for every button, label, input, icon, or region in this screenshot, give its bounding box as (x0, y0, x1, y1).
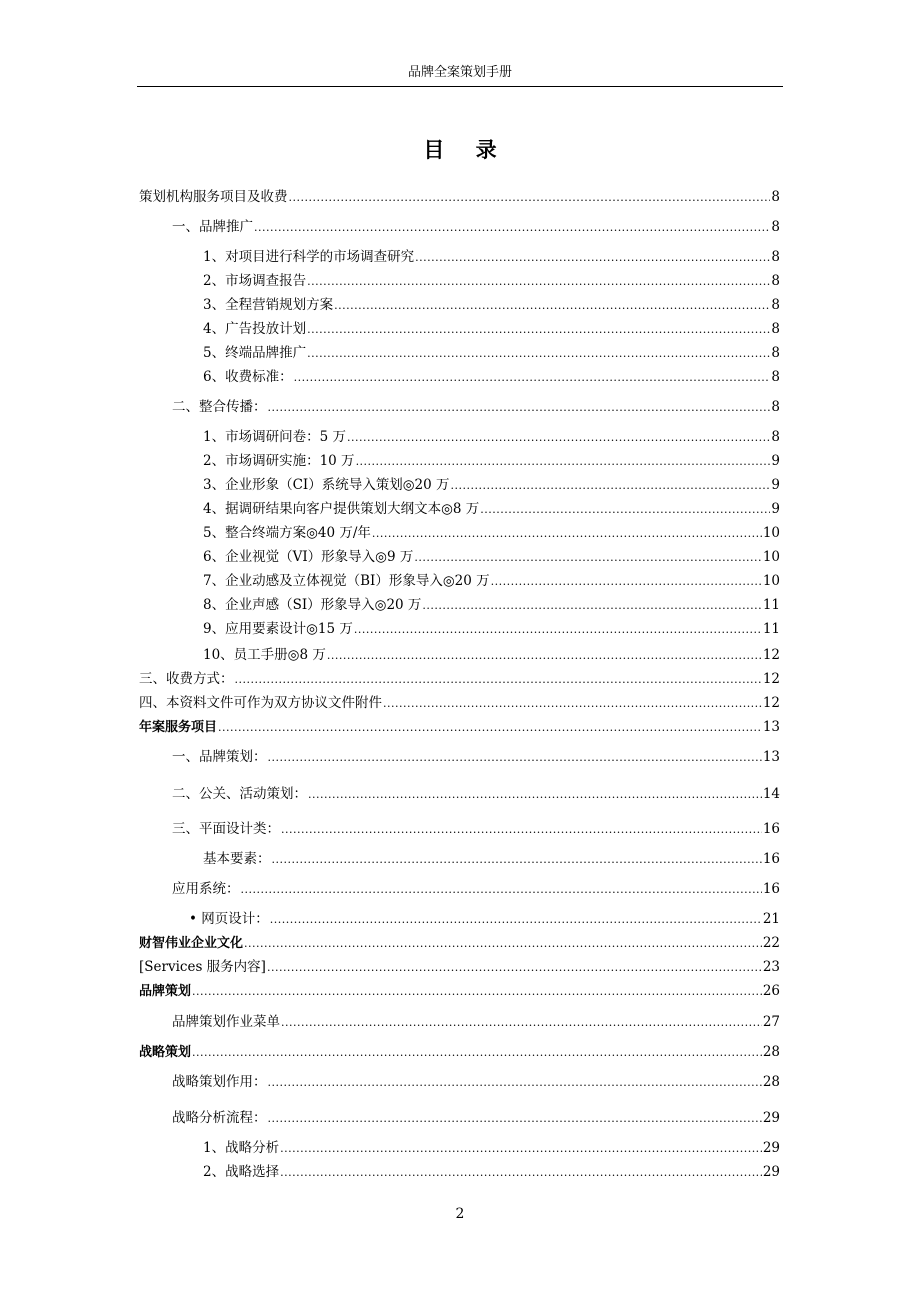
toc-entry-label: [Services 服务内容] (139, 959, 266, 975)
toc-entry-label: 年案服务项目 (139, 720, 218, 735)
toc-dot-leader (451, 476, 771, 496)
toc-entry-page: 27 (762, 1014, 780, 1030)
page-number: 2 (455, 1206, 465, 1222)
toc-entry[interactable] (203, 295, 780, 315)
toc-entry-label: 4、广告投放计划 (203, 321, 307, 337)
toc-entry-page: 8 (771, 345, 780, 361)
toc-entry-page: 9 (771, 501, 780, 517)
toc-entry-page: 12 (762, 695, 780, 711)
toc-entry[interactable] (139, 669, 780, 689)
toc-entry-page: 8 (771, 321, 780, 337)
toc-dot-leader (307, 320, 770, 340)
toc-entry-page: 8 (771, 297, 780, 313)
toc-entry[interactable] (203, 645, 780, 665)
toc-entry[interactable] (203, 271, 780, 291)
toc-dot-leader (307, 272, 770, 292)
toc-entry[interactable] (172, 819, 780, 839)
toc-entry-label: 8、企业声感（SI）形象导入◎20 万 (203, 597, 422, 613)
toc-entry-label: 5、整合终端方案◎40 万/年 (203, 525, 371, 541)
toc-dot-leader (281, 1013, 762, 1033)
toc-entry-label: 2、战略选择 (203, 1164, 280, 1180)
toc-entry-page: 13 (762, 749, 780, 765)
toc-entry-label: 品牌策划 (139, 984, 192, 999)
toc-entry-page: 29 (762, 1164, 780, 1180)
toc-entry-page: 8 (771, 273, 780, 289)
toc-entry[interactable] (203, 367, 780, 387)
toc-entry-label: 3、全程营销规划方案 (203, 297, 334, 313)
toc-entry-page: 29 (762, 1140, 780, 1156)
toc-entry-label: 一、品牌策划： (172, 749, 267, 765)
toc-entry-label: 四、本资料文件可作为双方协议文件附件 (139, 695, 382, 711)
toc-entry-page: 16 (762, 821, 780, 837)
toc-dot-leader (281, 820, 762, 840)
toc-entry-label: 7、企业动感及立体视觉（BI）形象导入◎20 万 (203, 573, 490, 589)
toc-dot-leader (267, 958, 762, 978)
page-title: 目 录 (423, 138, 509, 162)
toc-dot-leader (280, 1163, 762, 1183)
toc-entry-label: 4、据调研结果向客户提供策划大纲文本◎8 万 (203, 501, 480, 517)
toc-entry-label: 战略策划 (139, 1045, 192, 1060)
toc-entry-label: 一、品牌推广 (172, 219, 253, 235)
toc-entry-label: 战略分析流程： (172, 1110, 267, 1126)
toc-entry[interactable] (189, 909, 780, 929)
toc-entry-label: 二、整合传播： (172, 399, 267, 415)
toc-dot-leader (415, 248, 770, 268)
toc-entry-label: 基本要素： (203, 851, 271, 867)
toc-dot-leader (289, 188, 771, 208)
toc-dot-leader (414, 548, 761, 568)
toc-entry[interactable] (203, 849, 780, 869)
toc-entry[interactable] (203, 247, 780, 267)
toc-entry-page: 10 (762, 525, 780, 541)
toc-entry-label: 二、公关、活动策划： (172, 786, 307, 802)
toc-entry-label: 战略策划作用： (172, 1074, 267, 1090)
running-header: 品牌全案策划手册 (407, 65, 512, 80)
toc-entry[interactable] (172, 879, 780, 899)
toc-entry-page: 9 (771, 477, 780, 493)
toc-entry-page: 14 (762, 786, 780, 802)
toc-entry-page: 8 (771, 219, 780, 235)
toc-entry-page: 22 (762, 935, 780, 951)
toc-entry[interactable] (139, 717, 780, 737)
toc-dot-leader (268, 1109, 762, 1129)
toc-dot-leader (347, 428, 770, 448)
toc-dot-leader (422, 596, 761, 616)
toc-entry[interactable] (203, 547, 780, 567)
toc-entry[interactable] (172, 1012, 780, 1032)
toc-entry-page: 11 (762, 621, 780, 637)
toc-entry-label: 1、对项目进行科学的市场调查研究 (203, 249, 415, 265)
toc-entry[interactable] (139, 187, 780, 207)
toc-entry-page: 11 (762, 597, 780, 613)
toc-entry[interactable] (203, 475, 780, 495)
toc-dot-leader (218, 718, 762, 738)
toc-dot-leader (356, 452, 771, 472)
toc-entry-page: 29 (762, 1110, 780, 1126)
toc-dot-leader (491, 572, 762, 592)
toc-entry[interactable] (172, 1108, 780, 1128)
toc-entry[interactable] (203, 499, 780, 519)
toc-entry[interactable] (139, 957, 780, 977)
toc-dot-leader (294, 368, 771, 388)
toc-entry-page: 12 (762, 671, 780, 687)
toc-dot-leader (354, 620, 762, 640)
toc-dot-leader (480, 500, 770, 520)
toc-dot-leader (254, 218, 770, 238)
toc-entry-page: 10 (762, 573, 780, 589)
toc-entry-label: 策划机构服务项目及收费 (139, 189, 288, 205)
toc-dot-leader (268, 748, 762, 768)
toc-entry[interactable] (203, 571, 780, 591)
toc-entry-page: 16 (762, 881, 780, 897)
toc-entry-label: 品牌策划作业菜单 (172, 1014, 280, 1030)
toc-entry-page: 10 (762, 549, 780, 565)
toc-entry[interactable] (203, 1162, 780, 1182)
toc-entry-page: 8 (771, 429, 780, 445)
toc-dot-leader (383, 694, 762, 714)
toc-entry[interactable] (172, 747, 780, 767)
toc-dot-leader (268, 1073, 762, 1093)
toc-entry-page: 26 (762, 983, 780, 999)
toc-entry-label: 三、收费方式： (139, 671, 234, 687)
toc-dot-leader (241, 880, 762, 900)
toc-entry-label: 2、市场调查报告 (203, 273, 307, 289)
toc-entry-page: 12 (762, 647, 780, 663)
toc-entry-label: 2、市场调研实施：10 万 (203, 453, 355, 469)
toc-entry[interactable] (139, 933, 780, 953)
toc-dot-leader (280, 1139, 762, 1159)
toc-entry-page: 16 (762, 851, 780, 867)
toc-entry[interactable] (203, 343, 780, 363)
toc-dot-leader (308, 785, 762, 805)
toc-entry-label: 6、收费标准： (203, 369, 293, 385)
toc-entry-page: 13 (762, 719, 780, 735)
toc-dot-leader (307, 344, 770, 364)
toc-entry-page: 28 (762, 1074, 780, 1090)
toc-dot-leader (235, 670, 762, 690)
toc-entry-label: 财智伟业企业文化 (139, 936, 244, 951)
toc-entry[interactable] (203, 595, 780, 615)
toc-entry[interactable] (172, 784, 780, 804)
toc-dot-leader (244, 934, 762, 954)
toc-entry-label: 1、市场调研问卷：5 万 (203, 429, 346, 445)
toc-entry[interactable] (139, 1042, 780, 1062)
toc-entry[interactable] (172, 217, 780, 237)
toc-entry[interactable] (139, 981, 780, 1001)
toc-entry[interactable] (139, 693, 780, 713)
toc-entry-page: 9 (771, 453, 780, 469)
toc-entry-page: 8 (771, 399, 780, 415)
toc-entry-page: 8 (771, 369, 780, 385)
toc-entry[interactable] (203, 451, 780, 471)
toc-entry[interactable] (172, 397, 780, 417)
toc-entry[interactable] (203, 523, 780, 543)
toc-entry-page: 23 (762, 959, 780, 975)
toc-entry-label: 应用系统： (172, 881, 240, 897)
toc-entry[interactable] (203, 619, 780, 639)
toc-entry-page: 8 (771, 249, 780, 265)
toc-entry-label: • 网页设计： (189, 911, 269, 927)
toc-entry-label: 1、战略分析 (203, 1140, 280, 1156)
toc-entry-page: 8 (771, 189, 780, 205)
toc-entry-page: 28 (762, 1044, 780, 1060)
toc-entry-label: 5、终端品牌推广 (203, 345, 307, 361)
toc-entry-label: 9、应用要素设计◎15 万 (203, 621, 353, 637)
toc-entry-label: 3、企业形象（CI）系统导入策划◎20 万 (203, 477, 450, 493)
toc-entry-label: 6、企业视觉（VI）形象导入◎9 万 (203, 549, 414, 565)
toc-entry[interactable] (172, 1072, 780, 1092)
toc-entry-page: 21 (762, 911, 780, 927)
toc-entry-label: 10、员工手册◎8 万 (203, 647, 326, 663)
toc-dot-leader (372, 524, 762, 544)
toc-dot-leader (334, 296, 770, 316)
toc-dot-leader (327, 646, 762, 666)
toc-dot-leader (270, 910, 762, 930)
toc-dot-leader (272, 850, 762, 870)
toc-entry[interactable] (203, 319, 780, 339)
toc-entry-label: 三、平面设计类： (172, 821, 280, 837)
toc-dot-leader (192, 982, 762, 1002)
toc-entry[interactable] (203, 1138, 780, 1158)
toc-dot-leader (268, 398, 771, 418)
toc-entry[interactable] (203, 427, 780, 447)
toc-dot-leader (192, 1043, 762, 1063)
